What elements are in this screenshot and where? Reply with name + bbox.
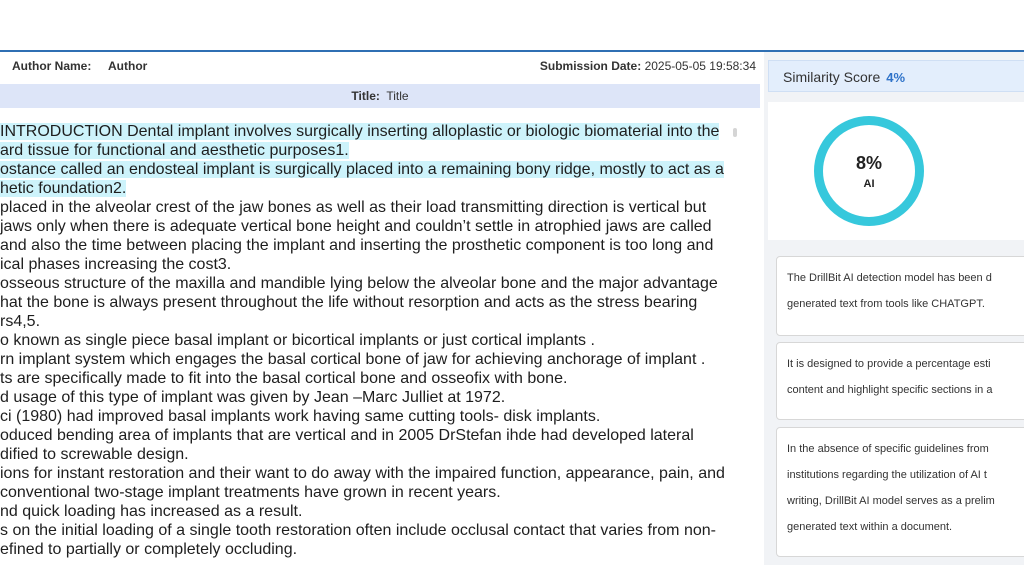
document-line xyxy=(0,350,740,369)
title-value: Title xyxy=(386,89,409,103)
document-text-span: d usage of this type of implant was given by Jean –Marc Julliet at 1972. xyxy=(0,389,506,406)
document-text-span: s on the initial loading of a single tooth restoration often include occlusal contact that varies from non- xyxy=(0,522,716,539)
highlighted-ai-text: INTRODUCTION Dental implant involves surgically inserting alloplastic or biologic biomaterial into the xyxy=(0,123,720,140)
author-name-value: Author xyxy=(108,59,148,73)
submission-date-value: 2025-05-05 19:58:34 xyxy=(644,59,756,73)
document-line xyxy=(0,464,740,483)
document-line xyxy=(0,388,740,407)
info-line: generated text from tools like CHATGPT. xyxy=(787,298,985,310)
document-line xyxy=(0,426,740,445)
info-card-detection-model xyxy=(776,256,1024,336)
title-label: Title: xyxy=(351,89,380,103)
highlighted-ai-text: hetic foundation2. xyxy=(0,180,127,197)
document-line xyxy=(0,236,740,255)
info-line: generated text within a document. xyxy=(787,521,953,533)
document-line xyxy=(0,521,740,540)
document-text-span: efined to partially or completely occluding. xyxy=(0,541,298,558)
document-line xyxy=(0,141,740,160)
info-line: writing, DrillBit AI model serves as a prelim xyxy=(787,495,995,507)
document-text-span: ical phases increasing the cost3. xyxy=(0,256,232,273)
submission-date-label: Submission Date: xyxy=(539,59,642,73)
ai-percent-value: 8% xyxy=(855,153,882,173)
info-line: It is designed to provide a percentage esti xyxy=(787,358,991,370)
document-text-span: ions for instant restoration and their want to do away with the impaired function, appearance, pain, and xyxy=(0,465,725,482)
document-text-span: rn implant system which engages the basal cortical bone of jaw for achieving anchorage of implant . xyxy=(0,351,706,368)
document-line xyxy=(0,312,740,331)
document-line xyxy=(0,331,740,350)
document-text-span: rs4,5. xyxy=(0,313,41,330)
highlighted-ai-text: ard tissue for functional and aesthetic purposes1. xyxy=(0,142,349,159)
document-line xyxy=(0,407,740,426)
document-text-span: jaws only when there is adequate vertical bone height and couldn’t settle in atrophied jaws are called xyxy=(0,218,712,235)
document-text-span: ts are specifically made to fit into the basal cortical bone and osseofix with bone. xyxy=(0,370,568,387)
document-line xyxy=(0,255,740,274)
ai-score-card xyxy=(768,102,1024,240)
document-title-bar xyxy=(0,84,760,108)
similarity-score-card xyxy=(768,60,1024,92)
document-text-span: and also the time between placing the implant and inserting the prosthetic component is too long and xyxy=(0,237,714,254)
info-line: In the absence of specific guidelines from xyxy=(787,443,989,455)
document-line xyxy=(0,198,740,217)
similarity-score-value: 4% xyxy=(886,70,906,85)
info-line: The DrillBit AI detection model has been d xyxy=(787,272,992,284)
document-line xyxy=(0,483,740,502)
document-text-span: ci (1980) had improved basal implants work having same cutting tools- disk implants. xyxy=(0,408,601,425)
submission-meta xyxy=(0,52,764,82)
ai-label: AI xyxy=(863,178,875,190)
document-line xyxy=(0,293,740,312)
document-text-span: hat the bone is always present throughout the life without resorption and acts as the stress bearing xyxy=(0,294,698,311)
document-line xyxy=(0,122,740,141)
document-line xyxy=(0,445,740,464)
document-scrollbar[interactable] xyxy=(733,128,737,137)
document-line xyxy=(0,160,740,179)
document-line xyxy=(0,274,740,293)
similarity-score-label: Similarity Score xyxy=(783,69,881,85)
document-text[interactable] xyxy=(0,122,740,565)
document-line xyxy=(0,369,740,388)
info-card-purpose xyxy=(776,342,1024,420)
document-text-span: conventional two-stage implant treatments have grown in recent years. xyxy=(0,484,501,501)
document-line xyxy=(0,217,740,236)
document-line xyxy=(0,540,740,559)
info-line: institutions regarding the utilization of AI t xyxy=(787,469,987,481)
info-line: content and highlight specific sections in a xyxy=(787,384,993,396)
document-text-span: oduced bending area of implants that are vertical and in 2005 DrStefan ihde had developed lateral xyxy=(0,427,694,444)
document-text-span: o known as single piece basal implant or bicortical implants or just cortical implants . xyxy=(0,332,595,349)
document-line xyxy=(0,179,740,198)
submission-date xyxy=(540,59,756,73)
highlighted-ai-text: ostance called an endosteal implant is surgically placed into a remaining bony ridge, mostly to act as a xyxy=(0,161,724,178)
document-text-span: nd quick loading has increased as a result. xyxy=(0,503,303,520)
author-name-label: Author Name: xyxy=(12,59,92,73)
document-text-span: osseous structure of the maxilla and mandible lying below the alveolar bone and the major advantage xyxy=(0,275,718,292)
info-card-guidelines xyxy=(776,427,1024,557)
document-text-span: dified to screwable design. xyxy=(0,446,189,463)
document-line xyxy=(0,502,740,521)
ai-donut-chart xyxy=(814,116,924,226)
document-text-span: placed in the alveolar crest of the jaw bones as well as their load transmitting direction is vertical but xyxy=(0,199,707,216)
